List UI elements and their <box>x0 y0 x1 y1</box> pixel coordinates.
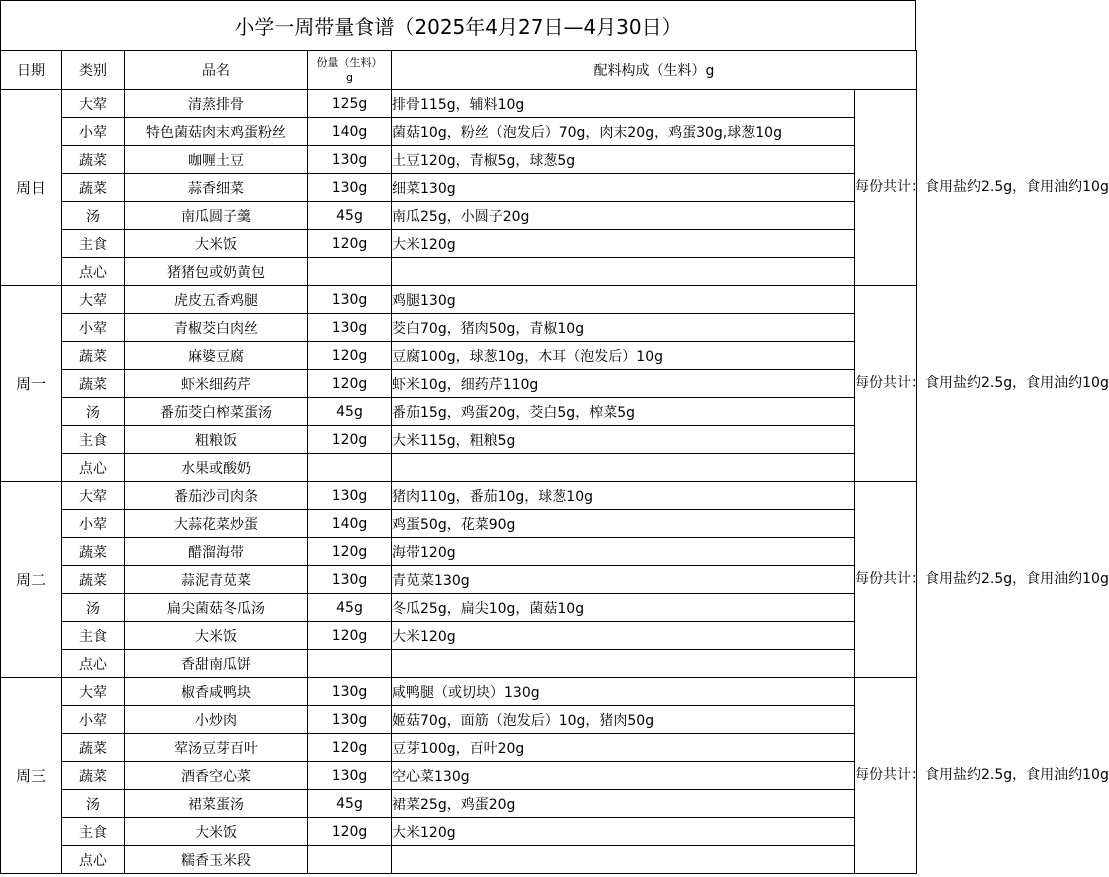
dish-cell: 清蒸排骨 <box>125 90 308 118</box>
table-row <box>1 706 917 734</box>
dish-cell: 大米饭 <box>125 818 308 846</box>
category-cell: 主食 <box>62 818 125 846</box>
category-cell: 蔬菜 <box>62 538 125 566</box>
dish-cell: 特色菌菇肉末鸡蛋粉丝 <box>125 118 308 146</box>
category-cell: 主食 <box>62 426 125 454</box>
dish-cell: 咖喱土豆 <box>125 146 308 174</box>
ingredients-cell: 海带120g <box>392 538 855 566</box>
table-row <box>1 566 917 594</box>
portion-cell: 120g <box>308 538 392 566</box>
dish-cell: 醋溜海带 <box>125 538 308 566</box>
table-row <box>1 622 917 650</box>
dish-cell: 蒜香细菜 <box>125 174 308 202</box>
category-cell: 点心 <box>62 454 125 482</box>
ingredients-cell: 豆芽100g，百叶20g <box>392 734 855 762</box>
ingredients-cell: 番茄15g，鸡蛋20g，茭白5g，榨菜5g <box>392 398 855 426</box>
ingredients-cell: 大米120g <box>392 230 855 258</box>
category-cell: 大荤 <box>62 286 125 314</box>
ingredients-cell: 青苋菜130g <box>392 566 855 594</box>
header-row <box>1 51 917 90</box>
table-row <box>1 258 917 286</box>
table-row <box>1 594 917 622</box>
dish-cell: 小炒肉 <box>125 706 308 734</box>
day-label: 周一 <box>1 286 62 482</box>
dish-cell: 虎皮五香鸡腿 <box>125 286 308 314</box>
ingredients-cell: 咸鸭腿（或切块）130g <box>392 678 855 706</box>
portion-cell: 130g <box>308 678 392 706</box>
dish-cell: 荤汤豆芽百叶 <box>125 734 308 762</box>
category-cell: 点心 <box>62 258 125 286</box>
table-row <box>1 650 917 678</box>
ingredients-cell: 大米120g <box>392 622 855 650</box>
table-row <box>1 454 917 482</box>
ingredients-cell <box>392 650 855 678</box>
sheet-title: 小学一周带量食谱（2025年4月27日—4月30日） <box>0 0 916 50</box>
portion-cell: 45g <box>308 398 392 426</box>
ingredients-cell: 鸡蛋50g，花菜90g <box>392 510 855 538</box>
table-row <box>1 510 917 538</box>
dish-cell: 猪猪包或奶黄包 <box>125 258 308 286</box>
nutrition-note: 每份共计：食用盐约2.5g，食用油约10g <box>855 482 917 678</box>
header-dish: 品名 <box>125 51 308 90</box>
category-cell: 大荤 <box>62 482 125 510</box>
portion-cell: 45g <box>308 202 392 230</box>
table-row <box>1 790 917 818</box>
portion-cell: 130g <box>308 566 392 594</box>
portion-cell: 130g <box>308 286 392 314</box>
ingredients-cell: 细菜130g <box>392 174 855 202</box>
dish-cell: 大米饭 <box>125 230 308 258</box>
dish-cell: 椒香咸鸭块 <box>125 678 308 706</box>
portion-cell: 120g <box>308 370 392 398</box>
header-portion-line2: g <box>346 71 353 84</box>
portion-cell: 45g <box>308 594 392 622</box>
menu-body <box>1 90 1109 874</box>
category-cell: 主食 <box>62 230 125 258</box>
category-cell: 汤 <box>62 398 125 426</box>
ingredients-cell: 姬菇70g，面筋（泡发后）10g，猪肉50g <box>392 706 855 734</box>
dish-cell: 大米饭 <box>125 622 308 650</box>
table-row <box>1 286 917 314</box>
table-row <box>1 734 917 762</box>
portion-cell: 130g <box>308 314 392 342</box>
category-cell: 小荤 <box>62 706 125 734</box>
dish-cell: 番茄茭白榨菜蛋汤 <box>125 398 308 426</box>
table-row <box>1 538 917 566</box>
nutrition-note: 每份共计：食用盐约2.5g，食用油约10g <box>855 90 917 286</box>
portion-cell: 125g <box>308 90 392 118</box>
ingredients-cell: 空心菜130g <box>392 762 855 790</box>
category-cell: 大荤 <box>62 678 125 706</box>
ingredients-cell: 大米115g，粗粮5g <box>392 426 855 454</box>
portion-cell: 120g <box>308 818 392 846</box>
table-row <box>1 370 917 398</box>
header-portion-line1: 份量（生料） <box>316 56 383 69</box>
table-row <box>1 342 917 370</box>
dish-cell: 大蒜花菜炒蛋 <box>125 510 308 538</box>
category-cell: 汤 <box>62 202 125 230</box>
portion-cell: 140g <box>308 510 392 538</box>
dish-cell: 扁尖菌菇冬瓜汤 <box>125 594 308 622</box>
dish-cell: 酒香空心菜 <box>125 762 308 790</box>
table-row <box>1 314 917 342</box>
category-cell: 汤 <box>62 790 125 818</box>
table-row <box>1 230 917 258</box>
category-cell: 蔬菜 <box>62 146 125 174</box>
category-cell: 小荤 <box>62 314 125 342</box>
ingredients-cell: 大米120g <box>392 818 855 846</box>
ingredients-cell: 茭白70g，猪肉50g，青椒10g <box>392 314 855 342</box>
ingredients-cell: 土豆120g，青椒5g，球葱5g <box>392 146 855 174</box>
portion-cell: 130g <box>308 174 392 202</box>
ingredients-cell: 裙菜25g，鸡蛋20g <box>392 790 855 818</box>
portion-cell: 45g <box>308 790 392 818</box>
category-cell: 汤 <box>62 594 125 622</box>
header-date: 日期 <box>1 51 62 90</box>
portion-cell: 120g <box>308 342 392 370</box>
day-label: 周三 <box>1 678 62 874</box>
table-row <box>1 846 917 874</box>
portion-cell: 130g <box>308 706 392 734</box>
dish-cell: 粗粮饭 <box>125 426 308 454</box>
dish-cell: 虾米细药芹 <box>125 370 308 398</box>
dish-cell: 南瓜圆子羹 <box>125 202 308 230</box>
portion-cell <box>308 454 392 482</box>
category-cell: 蔬菜 <box>62 566 125 594</box>
portion-cell: 130g <box>308 146 392 174</box>
category-cell: 蔬菜 <box>62 342 125 370</box>
dish-cell: 糯香玉米段 <box>125 846 308 874</box>
ingredients-cell: 豆腐100g，球葱10g，木耳（泡发后）10g <box>392 342 855 370</box>
portion-cell: 140g <box>308 118 392 146</box>
day-label: 周日 <box>1 90 62 286</box>
header-category: 类别 <box>62 51 125 90</box>
ingredients-cell: 虾米10g，细药芹110g <box>392 370 855 398</box>
category-cell: 小荤 <box>62 510 125 538</box>
category-cell: 点心 <box>62 846 125 874</box>
table-row <box>1 818 917 846</box>
portion-cell: 120g <box>308 230 392 258</box>
dish-cell: 蒜泥青苋菜 <box>125 566 308 594</box>
category-cell: 小荤 <box>62 118 125 146</box>
dish-cell: 麻婆豆腐 <box>125 342 308 370</box>
ingredients-cell: 南瓜25g，小圆子20g <box>392 202 855 230</box>
dish-cell: 裙菜蛋汤 <box>125 790 308 818</box>
ingredients-cell <box>392 846 855 874</box>
ingredients-cell <box>392 258 855 286</box>
portion-cell: 130g <box>308 482 392 510</box>
dish-cell: 青椒茭白肉丝 <box>125 314 308 342</box>
category-cell: 蔬菜 <box>62 370 125 398</box>
portion-cell <box>308 650 392 678</box>
table-row <box>1 678 917 706</box>
category-cell: 大荤 <box>62 90 125 118</box>
table-row <box>1 762 917 790</box>
header-ingredients: 配料构成（生料）g <box>392 51 917 90</box>
ingredients-cell: 冬瓜25g，扁尖10g，菌菇10g <box>392 594 855 622</box>
table-row <box>1 118 917 146</box>
portion-cell <box>308 846 392 874</box>
table-row <box>1 202 917 230</box>
portion-cell: 120g <box>308 622 392 650</box>
portion-cell: 120g <box>308 426 392 454</box>
category-cell: 主食 <box>62 622 125 650</box>
table-row <box>1 90 917 118</box>
nutrition-note: 每份共计：食用盐约2.5g，食用油约10g <box>855 678 917 874</box>
day-label: 周二 <box>1 482 62 678</box>
dish-cell: 香甜南瓜饼 <box>125 650 308 678</box>
ingredients-cell: 排骨115g，辅料10g <box>392 90 855 118</box>
dish-cell: 番茄沙司肉条 <box>125 482 308 510</box>
table-row <box>1 482 917 510</box>
table-row <box>1 174 917 202</box>
nutrition-note: 每份共计：食用盐约2.5g，食用油约10g <box>855 286 917 482</box>
portion-cell: 130g <box>308 762 392 790</box>
portion-cell: 120g <box>308 734 392 762</box>
ingredients-cell <box>392 454 855 482</box>
table-row <box>1 146 917 174</box>
table-row <box>1 398 917 426</box>
category-cell: 蔬菜 <box>62 174 125 202</box>
menu-table <box>0 50 1109 874</box>
ingredients-cell: 猪肉110g，番茄10g，球葱10g <box>392 482 855 510</box>
ingredients-cell: 菌菇10g，粉丝（泡发后）70g，肉末20g，鸡蛋30g,球葱10g <box>392 118 855 146</box>
ingredients-cell: 鸡腿130g <box>392 286 855 314</box>
portion-cell <box>308 258 392 286</box>
category-cell: 点心 <box>62 650 125 678</box>
category-cell: 蔬菜 <box>62 734 125 762</box>
dish-cell: 水果或酸奶 <box>125 454 308 482</box>
header-portion <box>308 51 392 90</box>
table-row <box>1 426 917 454</box>
category-cell: 蔬菜 <box>62 762 125 790</box>
